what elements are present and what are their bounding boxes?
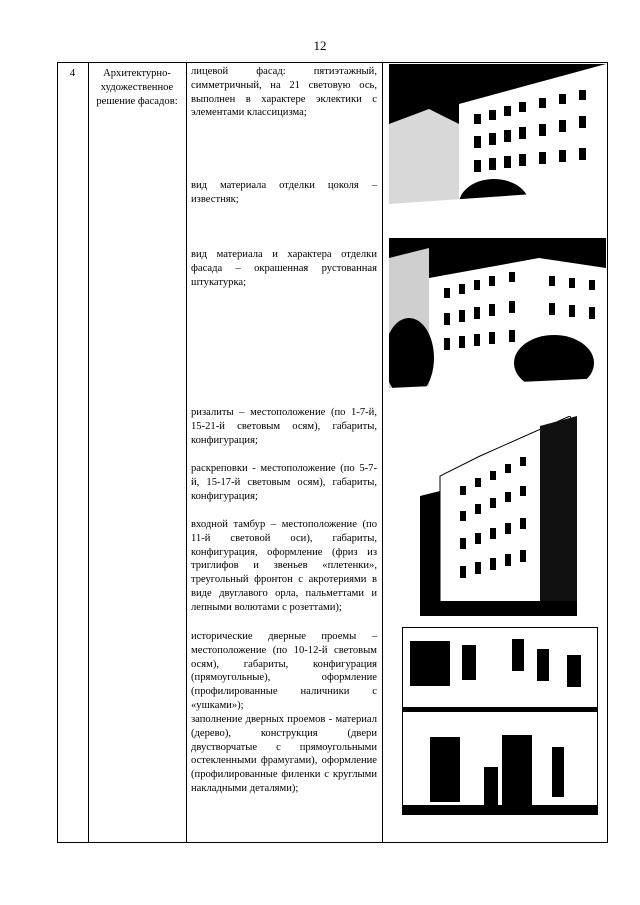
item-door-fill: заполнение дверных проемов - материал (дерево), конструкция (двери двустворчатые с прямоугольными остекленными фрамугами), оформление (профилированные филенки с круглыми накладными деталями); [191, 714, 377, 794]
table-divider [88, 63, 89, 842]
document-table [57, 62, 608, 843]
table-divider [186, 63, 187, 842]
item-risalits: ризалиты – местоположение (по 1-7-й, 15-21-й световым осям), габариты, конфигурация; [191, 407, 377, 446]
item-vestibule: входной тамбур – местоположение (по 11-й световой оси), габариты, конфигурация, оформление (фриз из триглифов и звеньев «плетенки», треугольный фронтон с акротериями в виде двуглавого орла, пальметтами и лепными волютами с розеттами); [191, 519, 377, 613]
item-plinth: вид материала отделки цоколя – известняк; [191, 180, 377, 205]
building-photo-2 [389, 238, 606, 398]
page-number: 12 [313, 38, 327, 53]
table-divider [382, 63, 383, 842]
item-doorways: исторические дверные проемы – местоположение (по 10-12-й световым осям), габариты, конфигурация (прямоугольные), оформление (профилированные наличники с «ушками»); [191, 631, 377, 711]
item-facade: лицевой фасад: пятиэтажный, симметричный, на 21 световую ось, выполнен в характере эклектики с элементами классицизма; [191, 66, 377, 119]
row-name: Архитектурно-художественное решение фасадов: [96, 68, 178, 107]
building-photo-1 [389, 64, 606, 224]
item-finish: вид материала и характера отделки фасада – окрашенная рустованная штукатурка; [191, 249, 377, 288]
item-projections: раскреповки - местоположение (по 5-7-й, 15-17-й световым осям), габариты, конфигурация; [191, 463, 377, 502]
row-number: 4 [69, 68, 76, 79]
building-photo-4 [402, 627, 598, 815]
building-photo-3 [420, 416, 577, 616]
